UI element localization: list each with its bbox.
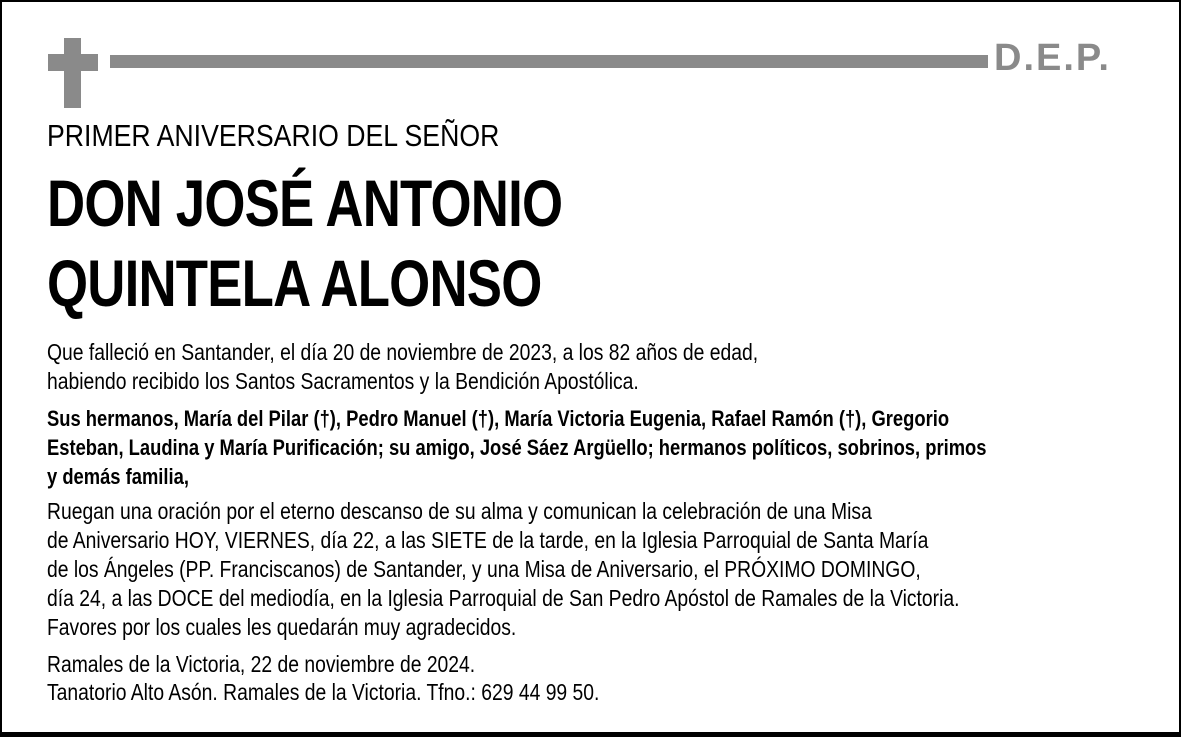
- request-text-line: Favores por los cuales les quedarán muy agradecidos.: [47, 614, 517, 640]
- cross-vertical-bar: [64, 38, 81, 108]
- family-text-line: y demás familia,: [47, 464, 189, 489]
- request-text-line: de Aniversario HOY, VIERNES, día 22, a las SIETE de la tarde, en la Iglesia Parroquial de Santa María: [47, 527, 929, 553]
- cross-horizontal-bar: [48, 54, 98, 71]
- place-date: Ramales de la Victoria, 22 de noviembre de 2024.: [47, 651, 476, 677]
- request-text-line: día 24, a las DOCE del mediodía, en la Iglesia Parroquial de San Pedro Apóstol de Ramales de la Victoria.: [47, 585, 960, 611]
- death-text-line: Que falleció en Santander, el día 20 de noviembre de 2023, a los 82 años de edad,: [47, 339, 759, 365]
- family-text-line: Sus hermanos, María del Pilar (†), Pedro Manuel (†), María Victoria Eugenia, Rafael Ramón (†), Gregorio: [47, 406, 950, 431]
- request-text-line: de los Ángeles (PP. Franciscanos) de Santander, y una Misa de Aniversario, el PRÓXIMO DOMINGO,: [47, 556, 921, 582]
- death-text-line: habiendo recibido los Santos Sacramentos y la Bendición Apostólica.: [47, 368, 639, 394]
- funeral-home-info: Tanatorio Alto Asón. Ramales de la Victoria. Tfno.: 629 44 99 50.: [47, 679, 600, 705]
- dep-label: D.E.P.: [994, 37, 1111, 79]
- notice-subtitle: PRIMER ANIVERSARIO DEL SEÑOR: [47, 118, 500, 153]
- deceased-name-line1: DON JOSÉ ANTONIO: [47, 166, 563, 240]
- request-text-line: Ruegan una oración por el eterno descanso de su alma y comunican la celebración de una Misa: [47, 498, 872, 524]
- family-text-line: Esteban, Laudina y María Purificación; su amigo, José Sáez Argüello; hermanos políticos, sobrinos, primos: [47, 435, 987, 460]
- deceased-name-line2: QUINTELA ALONSO: [47, 246, 542, 320]
- header-rule: [110, 55, 988, 68]
